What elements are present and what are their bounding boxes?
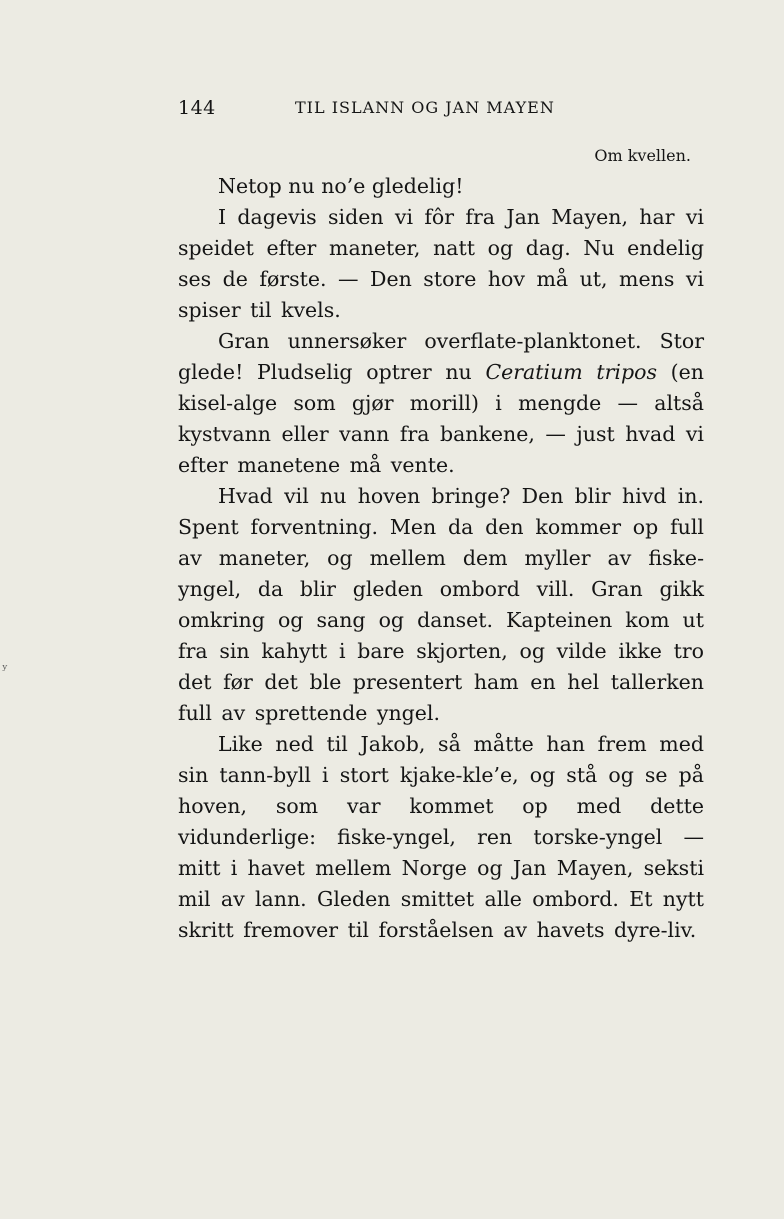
paragraph-4: Hvad vil nu hoven bringe? Den blir hivd in. Spent forventning. Men da den kommer op full av maneter, og mellem dem myller av fiske-yngel, da blir gleden ombord vill. Gran gikk omkring og sang og danset. Kapteinen kom ut fra sin kahytt i bare skjorten, og vilde ikke tro det før det ble presentert ham en hel tallerken full av sprettende yngel.: [178, 484, 704, 725]
margin-mark: ʸ: [2, 662, 8, 678]
paragraph-3-text-a: Gran unnersøker overflate-planktonet. Stor glede! Pludselig optrer nu: [178, 329, 704, 384]
species-name: Ceratium tripos: [485, 360, 657, 384]
paragraph-3: [178, 326, 704, 481]
paragraph-2: I dagevis siden vi fôr fra Jan Mayen, har vi speidet efter maneter, natt og dag. Nu endelig ses de første. — Den store hov må ut, mens vi spiser til kvels.: [178, 205, 704, 322]
page-header: [178, 97, 608, 127]
body-text: [178, 171, 704, 946]
running-title: TIL ISLANN OG JAN MAYEN: [295, 98, 555, 117]
section-label: Om kvellen.: [594, 146, 691, 165]
paragraph-1: Netop nu no’e gledelig!: [218, 174, 464, 198]
paragraph-3-text-b: (en kisel-alge som gjør morill) i mengde — altså kystvann eller vann fra bankene, — just hvad vi efter manetene må vente.: [178, 360, 704, 477]
paragraph-5: Like ned til Jakob, så måtte han frem med sin tann-byll i stort kjake-kle’e, og stå og se på hoven, som var kommet op med dette vidunderlige: fiske-yngel, ren torske-yngel — mitt i havet mellem Norge og Jan Mayen, seksti mil av lann. Gleden smittet alle ombord. Et nytt skritt fremover til forståelsen av havets dyre-liv.: [178, 732, 704, 942]
page-number: 144: [178, 97, 216, 119]
